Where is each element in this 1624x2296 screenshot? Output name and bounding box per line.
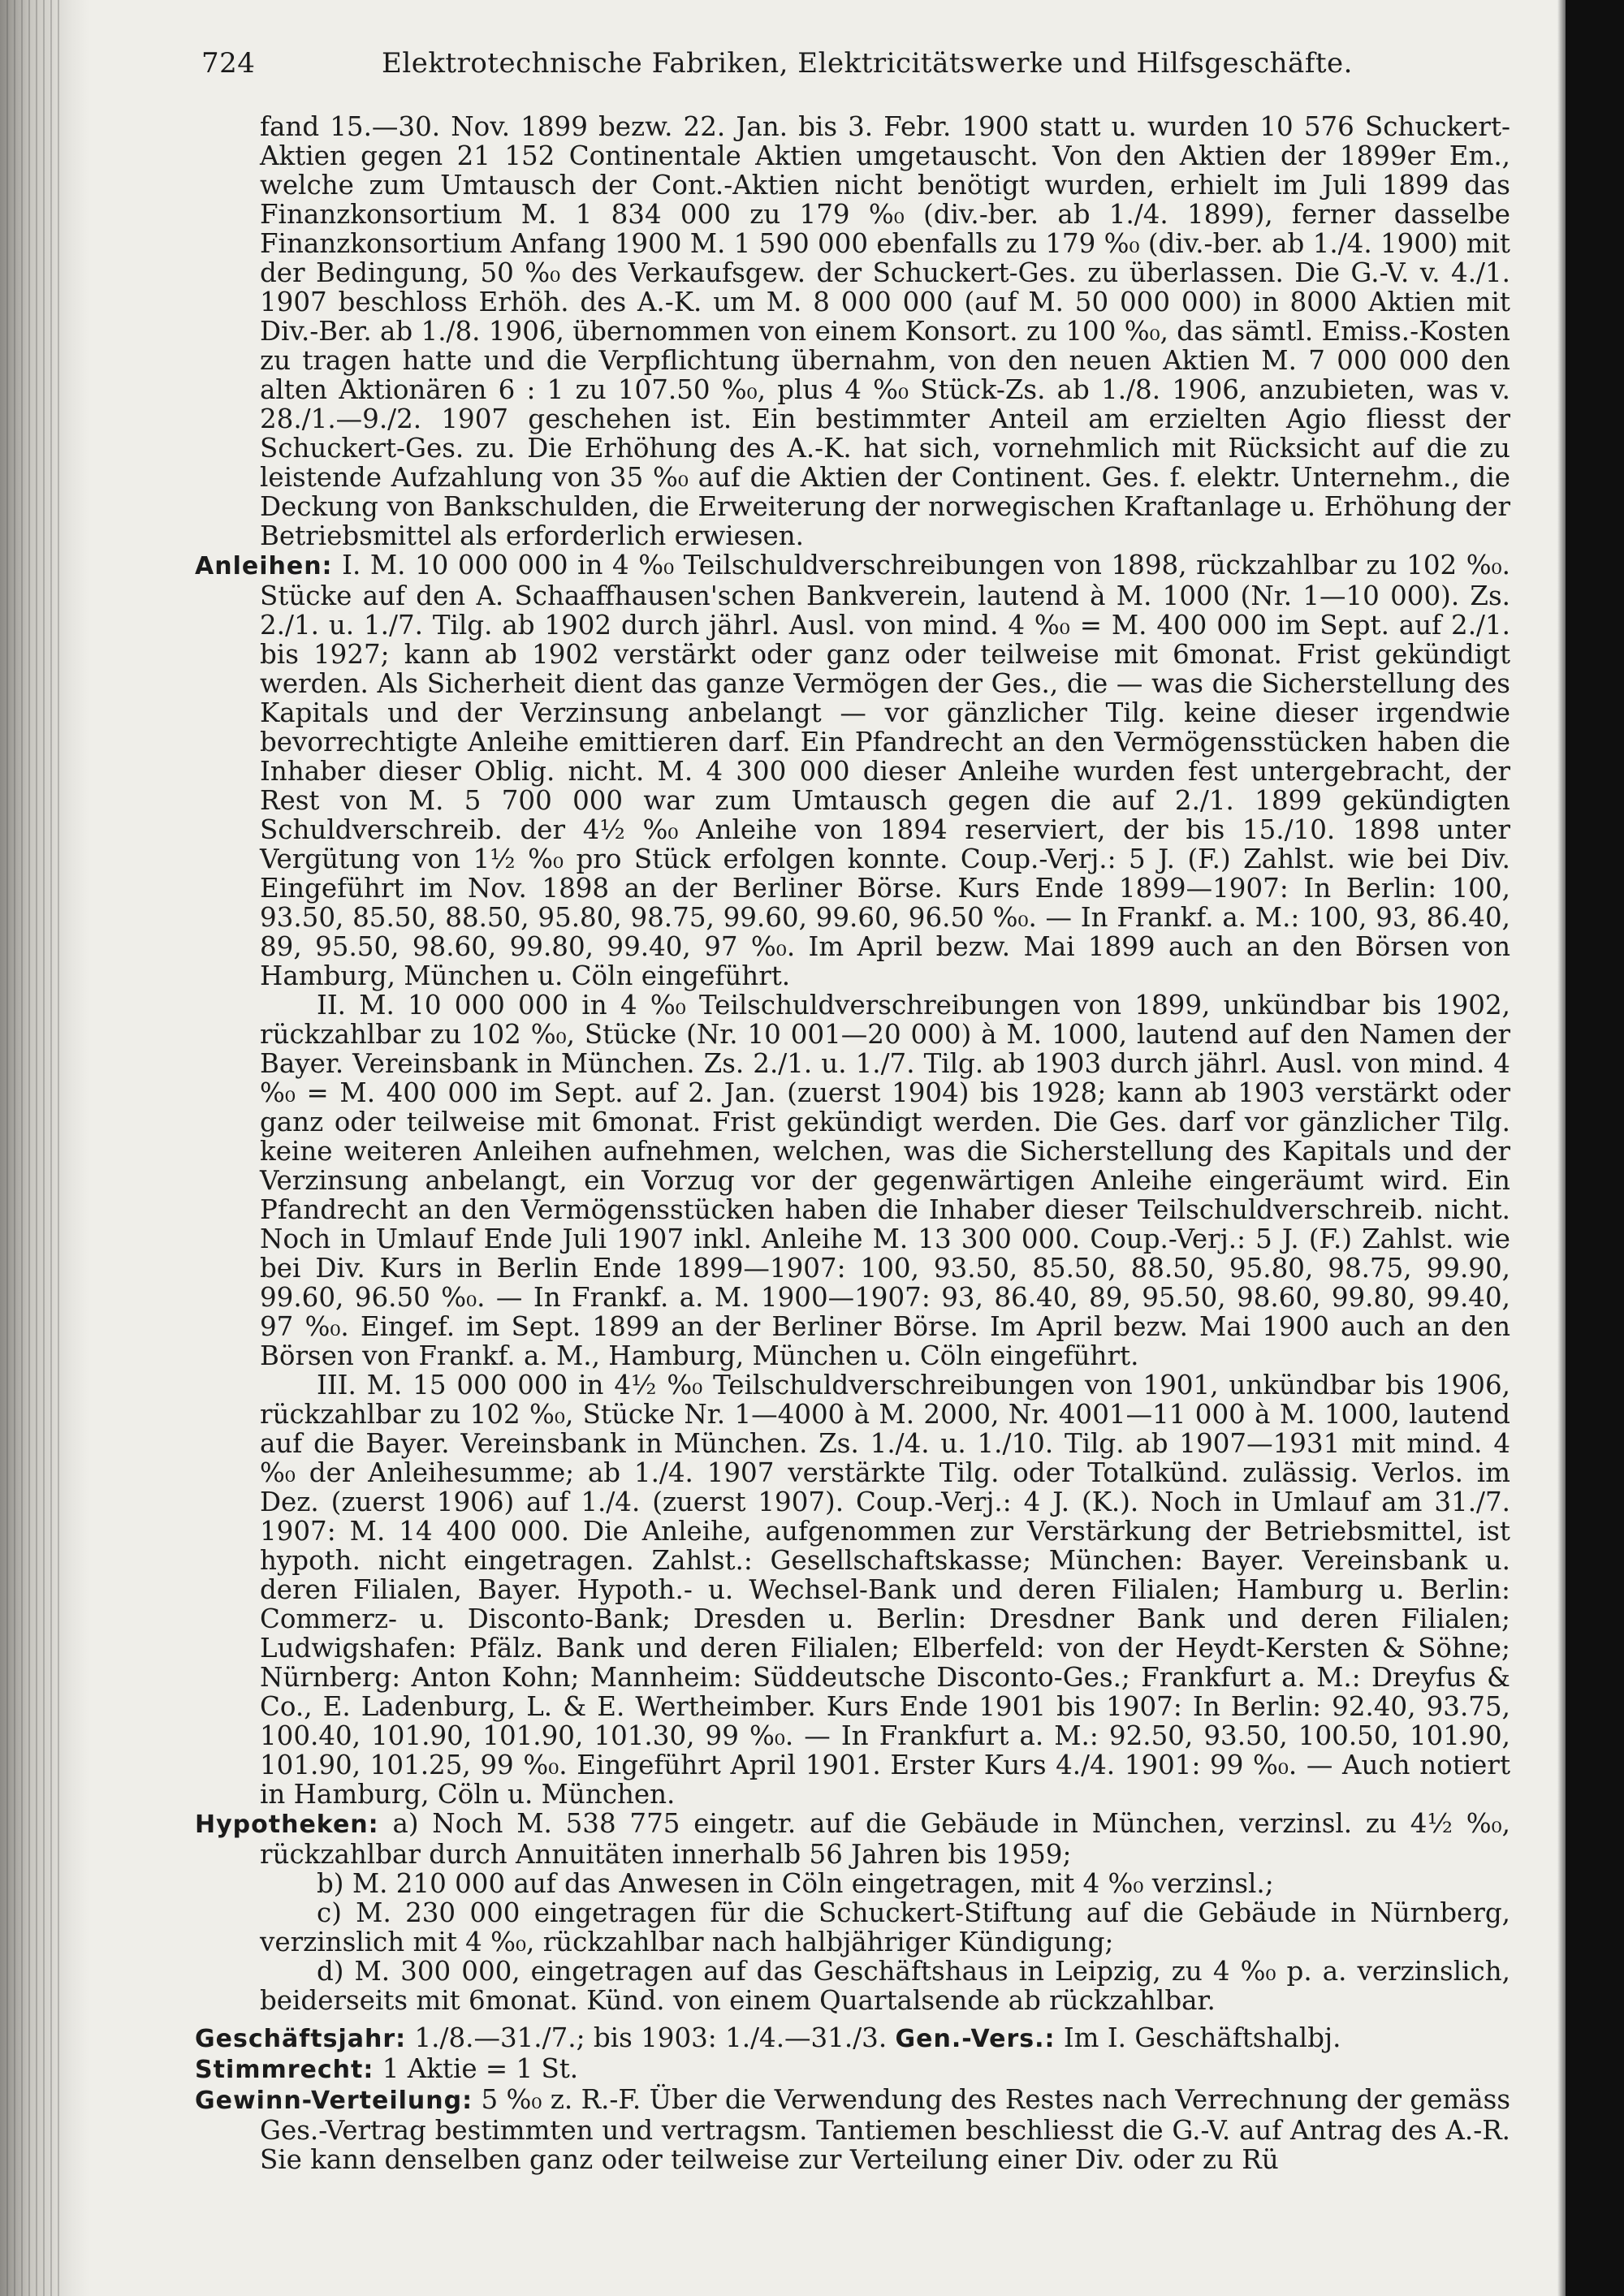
gen-vers-label: Gen.-Vers.: xyxy=(895,2025,1056,2053)
page-number: 724 xyxy=(201,47,256,80)
right-edge-shade xyxy=(1557,0,1566,2296)
gewinn-paragraph xyxy=(195,2085,1510,2174)
running-header xyxy=(195,41,1510,89)
hypotheken-paragraph-b: b) M. 210 000 auf das Anwesen in Cöln eingetragen, mit 4 %₀ verzinsl.; xyxy=(317,1868,1274,1899)
page xyxy=(195,41,1510,2174)
anleihen-paragraph-3: III. M. 15 000 000 in 4½ %₀ Teilschuldverschreibungen von 1901, unkündbar bis 1906, rückzahlbar zu 102 %₀, Stücke Nr. 1—4000 à M. 2000, Nr. 4001—11 000 à M. 1000, lautend auf die Bayer. Vereinsbank in München. Zs. 1./4. u. 1./10. Tilg. ab 1907—1931 mit mind. 4 %₀ der Anleihesumme; ab 1./4. 1907 verstärkte Tilg. oder Totalkünd. zulässig. Verlos. im Dez. (zuerst 1906) auf 1./4. (zuerst 1907). Coup.-Verj.: 4 J. (K.). Noch in Umlauf am 31./7. 1907: M. 14 400 000. Die Anleihe, aufgenommen zur Verstärkung der Betriebsmittel, ist hypoth. nicht eingetragen. Zahlst.: Gesellschaftskasse; München: Bayer. Vereinsbank u. deren Filialen, Bayer. Hypoth.- u. Wechsel-Bank und deren Filialen; Hamburg u. Berlin: Commerz- u. Disconto-Bank; Dresden u. Berlin: Dresdner Bank und deren Filialen; Ludwigshafen: Pfälz. Bank und deren Filialen; Elberfeld: von der Heydt-Kersten & Söhne; Nürnberg: Anton Kohn; Mannheim: Süddeutsche Disconto-Ges.; Frankfurt a. M.: Dreyfus & Co., E. Ladenburg, L. & E. Wertheimber. Kurs Ende 1901 bis 1907: In Berlin: 92.40, 93.75, 100.40, 101.90, 101.90, 101.30, 99 %₀. — In Frankfurt a. M.: 92.50, 93.50, 100.50, 101.90, 101.90, 101.25, 99 %₀. Eingeführt April 1901. Erster Kurs 4./4. 1901: 99 %₀. — Auch notiert in Hamburg, Cöln u. München. xyxy=(260,1370,1510,1810)
running-title: Elektrotechnische Fabriken, Elektricitätswerke und Hilfsgeschäfte. xyxy=(382,47,1353,80)
stimmrecht-label: Stimmrecht: xyxy=(195,2056,374,2084)
intro-paragraph: fand 15.—30. Nov. 1899 bezw. 22. Jan. bis 3. Febr. 1900 statt u. wurden 10 576 Schuckert-Aktien gegen 21 152 Continentale Aktien umgetauscht. Von den Aktien der 1899er Em., welche zum Umtausch der Cont.-Aktien nicht benötigt wurden, erhielt im Juli 1899 das Finanzkonsortium M. 1 834 000 zu 179 %₀ (div.-ber. ab 1./4. 1899), ferner dasselbe Finanzkonsortium Anfang 1900 M. 1 590 000 ebenfalls zu 179 %₀ (div.-ber. ab 1./4. 1900) mit der Bedingung, 50 %₀ des Verkaufsgew. der Schuckert-Ges. zu überlassen. Die G.-V. v. 4./1. 1907 beschloss Erhöh. des A.-K. um M. 8 000 000 (auf M. 50 000 000) in 8000 Aktien mit Div.-Ber. ab 1./8. 1906, übernommen von einem Konsort. zu 100 %₀, das sämtl. Emiss.-Kosten zu tragen hatte und die Verpflichtung übernahm, von den neuen Aktien M. 7 000 000 den alten Aktionären 6 : 1 zu 107.50 %₀, plus 4 %₀ Stück-Zs. ab 1./8. 1906, anzubieten, was v. 28./1.—9./2. 1907 geschehen ist. Ein bestimmter Anteil am erzielten Agio fliesst der Schuckert-Ges. zu. Die Erhöhung des A.-K. hat sich, vornehmlich mit Rücksicht auf die zu leistende Aufzahlung von 35 %₀ auf die Aktien der Continent. Ges. f. elektr. Unternehm., die Deckung von Bankschulden, die Erweiterung der norwegischen Kraftanlage u. Erhöhung der Betriebsmittel als erforderlich erwiesen. xyxy=(260,111,1510,551)
geschaeftsjahr-line xyxy=(195,2023,1510,2054)
hypotheken-label: Hypotheken: xyxy=(195,1810,379,1839)
gewinn-label: Gewinn-Verteilung: xyxy=(195,2087,473,2115)
stimmrecht-text: 1 Aktie = 1 St. xyxy=(382,2053,579,2084)
hypotheken-paragraph-c: c) M. 230 000 eingetragen für die Schuckert-Stiftung auf die Gebäude in Nürnberg, verzinslich mit 4 %₀, rückzahlbar nach halbjähriger Kündigung; xyxy=(260,1897,1510,1957)
geschaeftsjahr-label: Geschäftsjahr: xyxy=(195,2025,407,2053)
anleihen-label: Anleihen: xyxy=(195,552,333,580)
gen-vers-text: Im I. Geschäftshalbj. xyxy=(1063,2022,1341,2053)
geschaeftsjahr-text: 1./8.—31./7.; bis 1903: 1./4.—31./3. xyxy=(414,2022,888,2053)
gewinn-text: 5 %₀ z. R.-F. Über die Verwendung des Restes nach Verrechnung der gemäss Ges.-Vertrag bestimmten und vertragsm. Tantiemen beschliesst die G.-V. auf Antrag des A.-R. Sie kann denselben ganz oder teilweise zur Verteilung einer Div. oder zu Rü xyxy=(260,2084,1510,2175)
hypotheken-paragraph-a xyxy=(195,1809,1510,1869)
anleihen-text-1: I. M. 10 000 000 in 4 %₀ Teilschuldverschreibungen von 1898, rückzahlbar zu 102 %₀. Stücke auf den A. Schaaffhausen'schen Bankverein, lautend à M. 1000 (Nr. 1—10 000). Zs. 2./1. u. 1./7. Tilg. ab 1902 durch jährl. Ausl. von mind. 4 %₀ = M. 400 000 im Sept. auf 2./1. bis 1927; kann ab 1902 verstärkt oder ganz oder teilweise mit 6monat. Frist gekündigt werden. Als Sicherheit dient das ganze Vermögen der Ges., die — was die Sicherstellung des Kapitals und der Verzinsung anbelangt — vor gänzlicher Tilg. keine dieser irgendwie bevorrechtigte Anleihe emittieren darf. Ein Pfandrecht an den Vermögensstücken haben die Inhaber dieser Oblig. nicht. M. 4 300 000 dieser Anleihe wurden fest untergebracht, der Rest von M. 5 700 000 war zum Umtausch gegen die auf 2./1. 1899 gekündigten Schuldverschreib. der 4½ %₀ Anleihe von 1894 reserviert, der bis 15./10. 1898 unter Vergütung von 1½ %₀ pro Stück erfolgen konnte. Coup.-Verj.: 5 J. (F.) Zahlst. wie bei Div. Eingeführt im Nov. 1898 an der Berliner Börse. Kurs Ende 1899—1907: In Berlin: 100, 93.50, 85.50, 88.50, 95.80, 98.75, 99.60, 99.60, 96.50 %₀. — In Frankf. a. M.: 100, 93, 86.40, 89, 95.50, 98.60, 99.80, 99.40, 97 %₀. Im April bezw. Mai 1899 auch an den Börsen von Hamburg, München u. Cöln eingeführt. xyxy=(260,550,1510,991)
anleihen-paragraph-2: II. M. 10 000 000 in 4 %₀ Teilschuldverschreibungen von 1899, unkündbar bis 1902, rückzahlbar zu 102 %₀, Stücke (Nr. 10 001—20 000) à M. 1000, lautend auf den Namen der Bayer. Vereinsbank in München. Zs. 2./1. u. 1./7. Tilg. ab 1903 durch jährl. Ausl. von mind. 4 %₀ = M. 400 000 im Sept. auf 2. Jan. (zuerst 1904) bis 1928; kann ab 1903 verstärkt oder ganz oder teilweise mit 6monat. Frist gekündigt werden. Die Ges. darf vor gänzlicher Tilg. keine weiteren Anleihen aufnehmen, welchen, was die Sicherstellung des Kapitals und der Verzinsung anbelangt, ein Vorzug vor der gegenwärtigen Anleihe eingeräumt wird. Ein Pfandrecht an den Vermögensstücken haben die Inhaber dieser Teilschuldverschreib. nicht. Noch in Umlauf Ende Juli 1907 inkl. Anleihe M. 13 300 000. Coup.-Verj.: 5 J. (F.) Zahlst. wie bei Div. Kurs in Berlin Ende 1899—1907: 100, 93.50, 85.50, 88.50, 95.80, 98.75, 99.90, 99.60, 96.50 %₀. — In Frankf. a. M. 1900—1907: 93, 86.40, 89, 95.50, 98.60, 99.80, 99.40, 97 %₀. Eingef. im Sept. 1899 an der Berliner Börse. Im April bezw. Mai 1900 auch an den Börsen von Frankf. a. M., Hamburg, München u. Cöln eingeführt. xyxy=(260,990,1510,1371)
anleihen-paragraph-1 xyxy=(195,550,1510,990)
hypotheken-text-a: a) Noch M. 538 775 eingetr. auf die Gebäude in München, verzinsl. zu 4½ %₀, rückzahlbar durch Annuitäten innerhalb 56 Jahren bis 1959; xyxy=(260,1808,1510,1870)
binding-lines xyxy=(6,0,63,2296)
body-text xyxy=(195,112,1510,2174)
stimmrecht-line xyxy=(195,2054,1510,2085)
right-page-edge xyxy=(1566,0,1624,2296)
hypotheken-paragraph-d: d) M. 300 000, eingetragen auf das Geschäftshaus in Leipzig, zu 4 %₀ p. a. verzinslich, beiderseits mit 6monat. Künd. von einem Quartalsende ab rückzahlbar. xyxy=(260,1956,1510,2016)
